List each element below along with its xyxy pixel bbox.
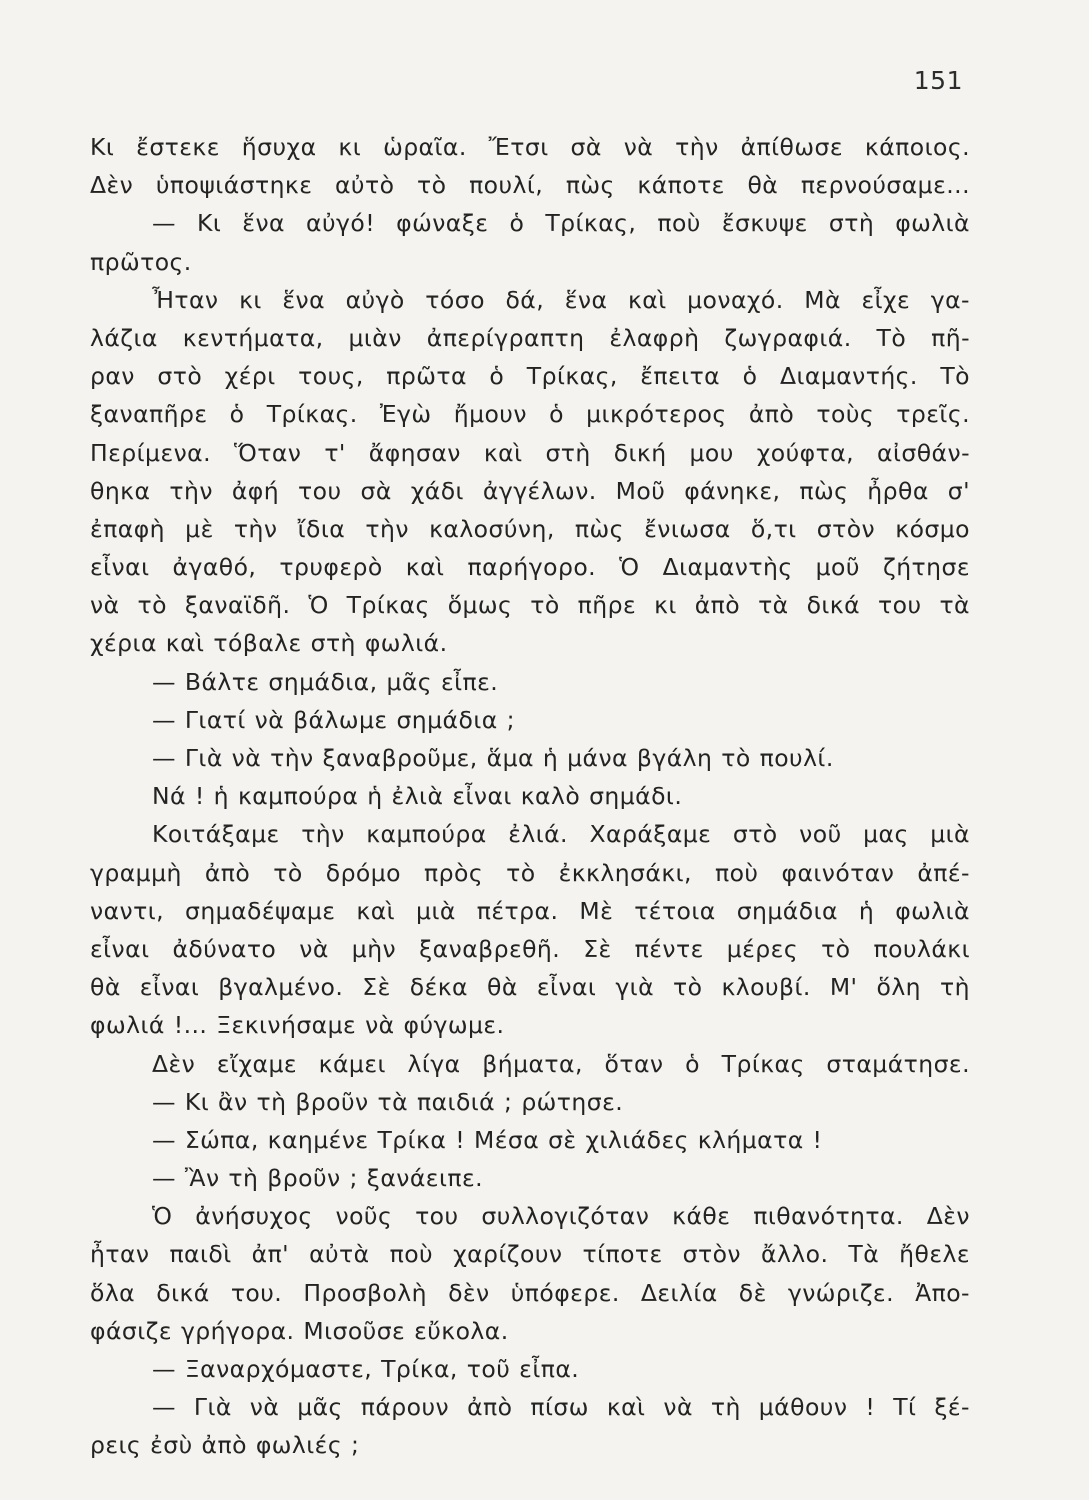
text-line: νὰ τὸ ξαναϊδῆ. Ὁ Τρίκας ὅμως τὸ πῆρε κι ἀπὸ τὰ δικά του τὰ <box>90 591 970 620</box>
text-line: — Γιὰ νὰ μᾶς πάρουν ἀπὸ πίσω καὶ νὰ τὴ μάθουν ! Τί ξέ- <box>152 1393 970 1422</box>
text-line: — Κι ἕνα αὐγό! φώναξε ὁ Τρίκας, ποὺ ἔσκυψε στὴ φωλιὰ <box>152 209 970 238</box>
text-line: — Κι ἂν τὴ βροῦν τὰ παιδιά ; ρώτησε. <box>152 1087 624 1116</box>
text-line: Δὲν ὑποψιάστηκε αὐτὸ τὸ πουλί, πὼς κάποτε θὰ περνούσαμε... <box>90 171 970 200</box>
text-line: ναντι, σημαδέψαμε καὶ μιὰ πέτρα. Μὲ τέτοια σημάδια ἡ φωλιὰ <box>90 896 970 925</box>
text-line: εἶναι ἀγαθό, τρυφερὸ καὶ παρήγορο. Ὁ Διαμαντὴς μοῦ ζήτησε <box>90 553 970 582</box>
text-line: Κοιτάξαμε τὴν καμπούρα ἐλιά. Χαράξαμε στὸ νοῦ μας μιὰ <box>152 820 970 849</box>
text-line: Κι ἔστεκε ἥσυχα κι ὡραῖα. Ἔτσι σὰ νὰ τὴν ἀπίθωσε κάποιος. <box>90 133 970 161</box>
body-text <box>90 128 970 1465</box>
text-line: ραν στὸ χέρι τους, πρῶτα ὁ Τρίκας, ἔπειτα ὁ Διαμαντής. Τὸ <box>90 362 970 391</box>
text-line: Ὁ ἀνήσυχος νοῦς του συλλογιζόταν κάθε πιθανότητα. Δὲν <box>152 1202 970 1231</box>
text-line: λάζια κεντήματα, μιὰν ἀπερίγραπτη ἐλαφρὴ ζωγραφιά. Τὸ πῆ- <box>90 323 970 352</box>
text-line: — Σώπα, καημένε Τρίκα ! Μέσα σὲ χιλιάδες κλήματα ! <box>152 1125 823 1154</box>
text-line: Νά ! ἡ καμπούρα ἡ ἐλιὰ εἶναι καλὸ σημάδι. <box>152 782 683 811</box>
text-line: ἐπαφὴ μὲ τὴν ἴδια τὴν καλοσύνη, πὼς ἔνιωσα ὅ,τι στὸν κόσμο <box>90 514 970 543</box>
text-line: θηκα τὴν ἀφή του σὰ χάδι ἀγγέλων. Μοῦ φάνηκε, πὼς ἦρθα σ' <box>90 476 970 505</box>
text-line: — Γιὰ νὰ τὴν ξαναβροῦμε, ἅμα ἡ μάνα βγάλη τὸ πουλί. <box>152 744 834 772</box>
text-line: Περίμενα. Ὅταν τ' ἄφησαν καὶ στὴ δική μου χούφτα, αἰσθάν- <box>90 438 970 467</box>
text-line: χέρια καὶ τόβαλε στὴ φωλιά. <box>90 629 448 658</box>
text-line: ὅλα δικά του. Προσβολὴ δὲν ὑπόφερε. Δειλία δὲ γνώριζε. Ἀπο- <box>90 1278 970 1307</box>
text-line: φωλιά !... Ξεκινήσαμε νὰ φύγωμε. <box>90 1011 505 1040</box>
text-line: ξαναπῆρε ὁ Τρίκας. Ἐγὼ ἤμουν ὁ μικρότερος ἀπὸ τοὺς τρεῖς. <box>90 400 970 429</box>
text-line: — Βάλτε σημάδια, μᾶς εἶπε. <box>152 667 499 696</box>
text-line: — Γιατί νὰ βάλωμε σημάδια ; <box>152 705 515 734</box>
text-line: — Ἂν τὴ βροῦν ; ξανάειπε. <box>152 1164 484 1193</box>
text-line: — Ξαναρχόμαστε, Τρίκα, τοῦ εἶπα. <box>152 1355 580 1383</box>
text-line: γραμμὴ ἀπὸ τὸ δρόμο πρὸς τὸ ἐκκλησάκι, ποὺ φαινόταν ἀπέ- <box>90 858 970 887</box>
text-line: Δὲν εἴχαμε κάμει λίγα βήματα, ὅταν ὁ Τρίκας σταμάτησε. <box>152 1049 970 1078</box>
text-line: Ἦταν κι ἕνα αὐγὸ τόσο δά, ἕνα καὶ μοναχό. Μὰ εἶχε γα- <box>152 285 970 314</box>
text-line: εἶναι ἀδύνατο νὰ μὴν ξαναβρεθῆ. Σὲ πέντε μέρες τὸ πουλάκι <box>90 934 970 963</box>
text-line: θὰ εἶναι βγαλμένο. Σὲ δέκα θὰ εἶναι γιὰ τὸ κλουβί. Μ' ὅλη τὴ <box>90 973 970 1002</box>
text-line: ρεις ἐσὺ ἀπὸ φωλιές ; <box>90 1431 360 1460</box>
text-line: πρῶτος. <box>90 247 192 276</box>
page-number: 151 <box>913 66 963 95</box>
text-line: φάσιζε γρήγορα. Μισοῦσε εὔκολα. <box>90 1316 509 1345</box>
text-line: ἦταν παιδὶ ἀπ' αὐτὰ ποὺ χαρίζουν τίποτε στὸν ἄλλο. Τὰ ἤθελε <box>90 1240 970 1269</box>
